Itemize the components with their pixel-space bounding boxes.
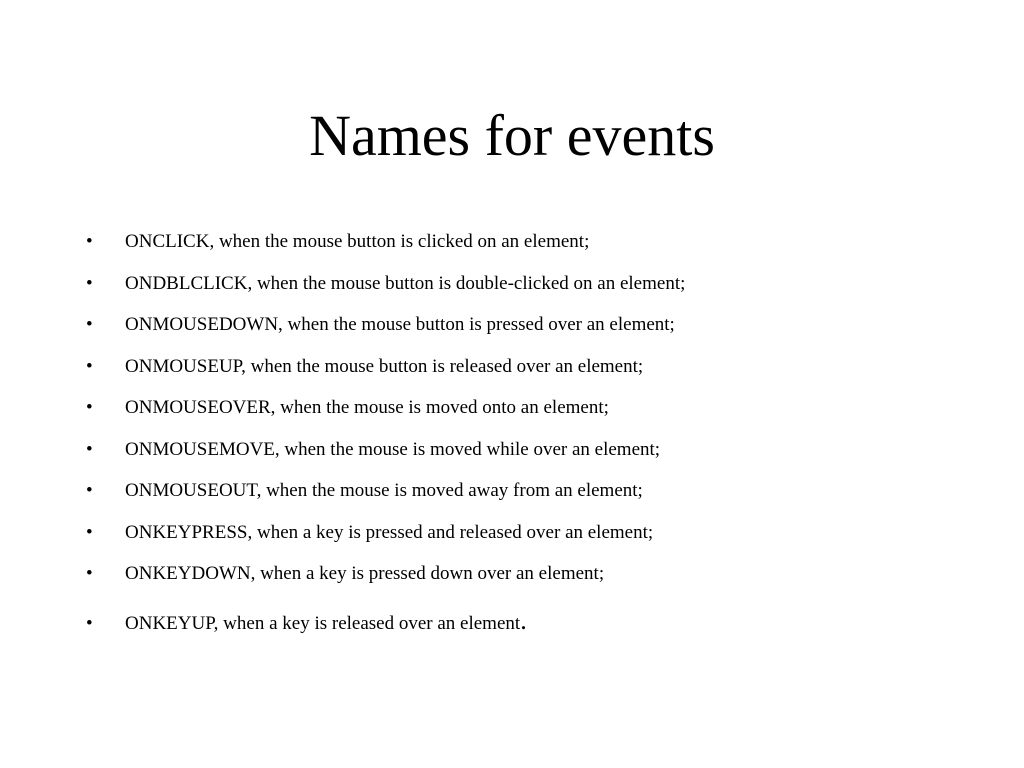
bullet-marker: • <box>86 438 93 460</box>
bullet-marker: • <box>86 563 93 584</box>
bullet-list <box>86 226 986 649</box>
bullet-item-onmouseout <box>86 475 986 517</box>
bullet-item-onclick <box>86 226 986 268</box>
bullet-marker: • <box>86 521 93 543</box>
bullet-item-onmouseover <box>86 392 986 434</box>
bullet-text: ONMOUSEOVER, when the mouse is moved onto an element; <box>125 397 609 418</box>
bullet-text: ONMOUSEDOWN, when the mouse button is pressed over an element; <box>125 314 675 335</box>
bullet-item-onmouseup <box>86 351 986 393</box>
bullet-text: ONKEYDOWN, when a key is pressed down over an element; <box>125 563 605 584</box>
bullet-marker: • <box>86 231 93 252</box>
bullet-text: ONMOUSEMOVE, when the mouse is moved while over an element; <box>125 438 661 460</box>
bullet-item-ondblclick <box>86 268 986 310</box>
bullet-text-wrap <box>125 605 527 640</box>
bullet-item-onkeydown <box>86 558 986 600</box>
bullet-text: ONCLICK, when the mouse button is clicked on an element; <box>125 231 590 252</box>
bullet-item-onkeyup <box>86 605 986 650</box>
bullet-text: ONMOUSEUP, when the mouse button is released over an element; <box>125 355 644 377</box>
bullet-text: ONKEYUP, when a key is released over an element <box>125 612 521 634</box>
bullet-marker: • <box>86 355 93 377</box>
bullet-text: ONMOUSEOUT, when the mouse is moved away from an element; <box>125 480 643 501</box>
slide-title: Names for events <box>309 103 715 168</box>
bullet-item-onmousemove <box>86 434 986 476</box>
bullet-marker: • <box>86 314 93 335</box>
bullet-item-onkeypress <box>86 517 986 559</box>
bullet-text: ONDBLCLICK, when the mouse button is double-clicked on an element; <box>125 272 686 294</box>
bullet-marker: • <box>86 612 93 634</box>
bullet-marker: • <box>86 272 93 294</box>
bullet-item-onmousedown <box>86 309 986 351</box>
bullet-marker: • <box>86 397 93 418</box>
bullet-text: ONKEYPRESS, when a key is pressed and released over an element; <box>125 521 654 543</box>
bullet-final-period: . <box>520 605 527 635</box>
bullet-marker: • <box>86 480 93 501</box>
